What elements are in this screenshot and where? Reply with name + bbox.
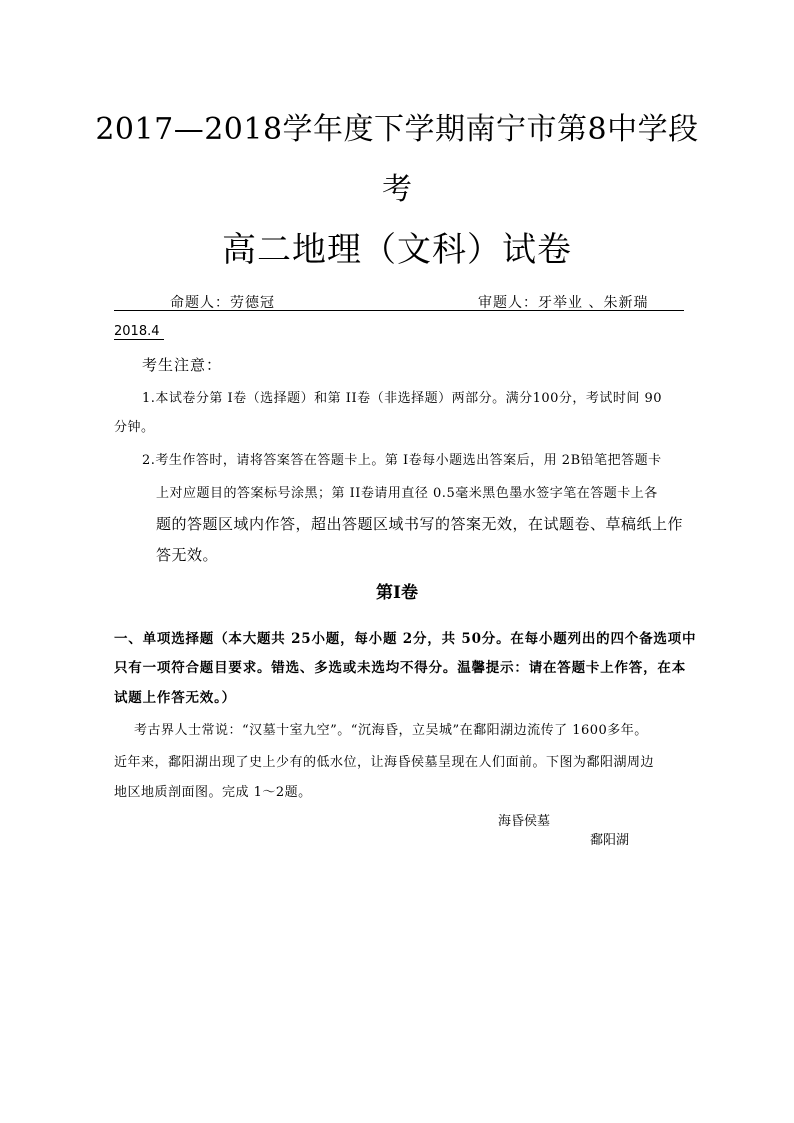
instruction-line2: 只有一项符合题目要求。错选、多选或未选均不得分。温馨提示：请在答题卡上作答，在本 (114, 660, 686, 676)
passage-line3: 地区地质剖面图。完成 1～2题。 (114, 785, 312, 800)
exam-date: 2018.4 (114, 324, 164, 340)
notice-item1-line1: 1.本试卷分第 I卷（选择题）和第 II卷（非选择题）两部分。满分100分，考试时间 90 (142, 391, 663, 406)
passage-line2: 近年来，鄱阳湖出现了史上少有的低水位，让海昏侯墓呈现在人们面前。下图为鄱阳湖周边 (114, 755, 655, 770)
instruction-line1: 一、单项选择题（本大题共 25小题，每小题 2分，共 50分。在每小题列出的四个备选项中 (114, 631, 697, 647)
question-setter: 命题人：劳德冠 (170, 295, 275, 311)
notice-title: 考生注意： (142, 356, 223, 374)
figure-label-tomb: 海昏侯墓 (498, 814, 551, 829)
notice-item2-line4: 答无效。 (156, 546, 219, 564)
question-reviewer: 审题人：牙举业 、朱新瑞 (478, 295, 649, 311)
notice-item1-line2: 分钟。 (114, 420, 155, 435)
figure-label-lake: 鄱阳湖 (590, 833, 630, 848)
instruction-line3: 试题上作答无效。） (114, 690, 236, 706)
exam-subtitle: 高二地理（文科）试卷 (222, 230, 572, 270)
author-row (114, 292, 684, 311)
section-title: 第Ⅰ卷 (376, 583, 418, 603)
notice-item2-line2: 上对应题目的答案标号涂黑；第 II卷请用直径 0.5毫米黑色墨水签字笔在答题卡上各 (156, 486, 658, 501)
notice-item2-line1: 2.考生作答时，请将答案答在答题卡上。第 I卷每小题选出答案后，用 2B铅笔把答题卡 (142, 453, 662, 468)
exam-title-line2: 考 (382, 172, 412, 207)
exam-title-line1: 2017—2018学年度下学期南宁市第8中学段 (95, 112, 699, 147)
notice-item2-line3: 题的答题区域内作答，超出答题区域书写的答案无效，在试题卷、草稿纸上作 (156, 515, 684, 533)
passage-line1: 考古界人士常说：“汉墓十室九空”。“沉海昏，立吴城”在鄱阳湖边流传了 1600多年。 (134, 723, 648, 738)
